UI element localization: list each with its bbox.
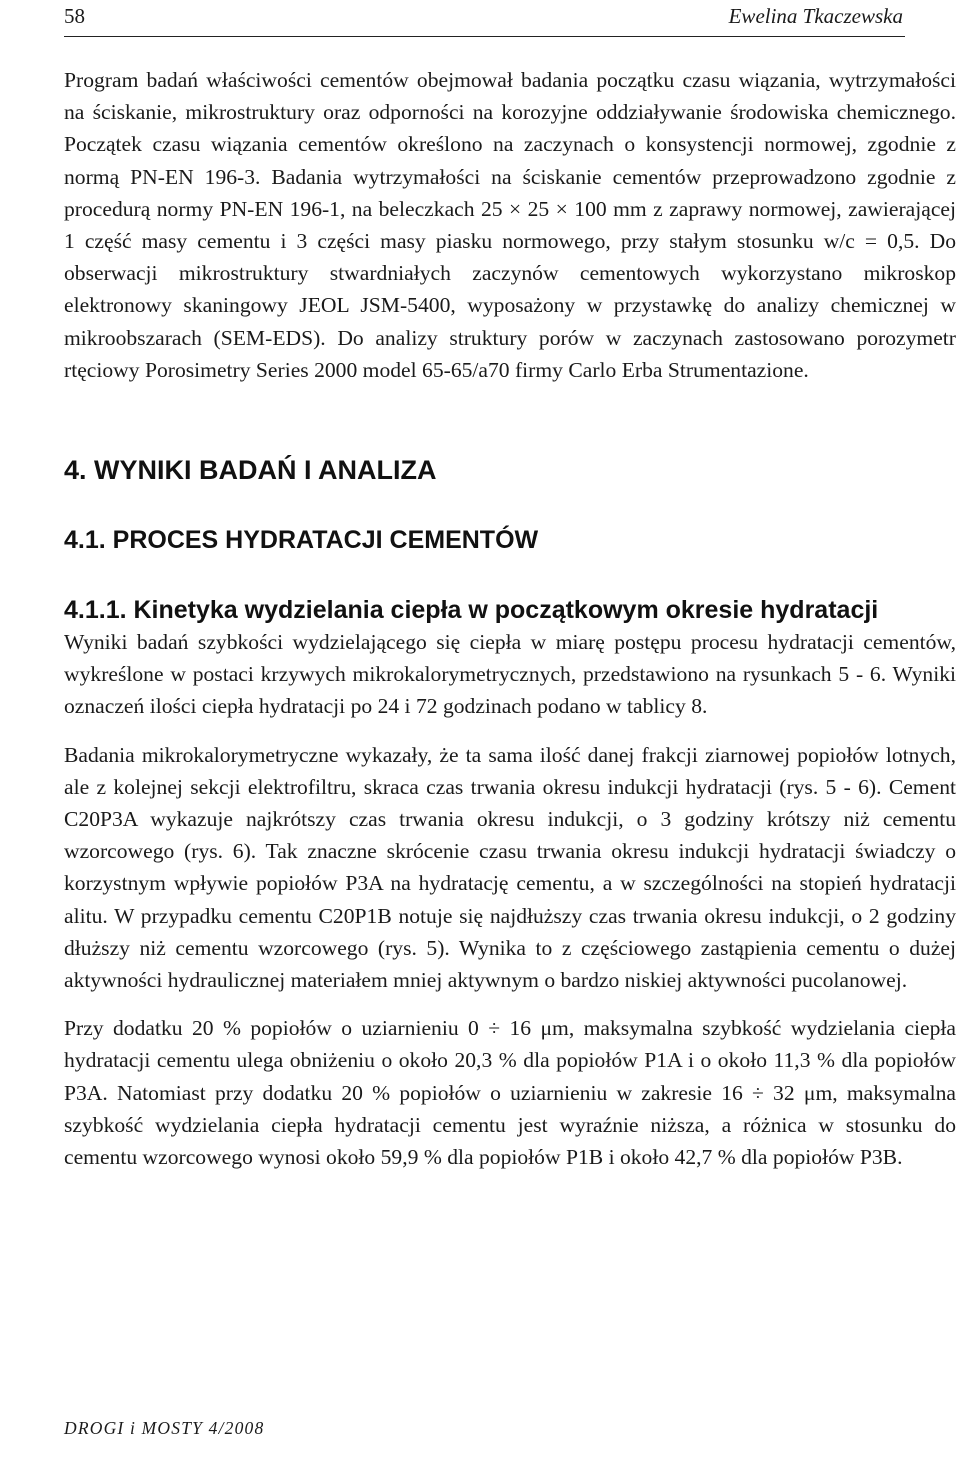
section-heading: 4. WYNIKI BADAŃ I ANALIZA: [64, 455, 437, 486]
page-number: 58: [64, 4, 85, 28]
subsubsection-heading: 4.1.1. Kinetyka wydzielania ciepła w początkowym okresie hydratacji: [64, 596, 879, 625]
journal-footer: DROGI i MOSTY 4/2008: [64, 1418, 265, 1438]
paragraph-heat-rate: Przy dodatku 20 % popiołów o uziarnieniu 0 ÷ 16 μm, maksymalna szybkość wydzielania ciepła hydratacji cementu ulega obniżeniu o około 20,3 % dla popiołów P1A i o około 11,3 % dla popiołów P3A. Natomiast przy dodatku 20 % popiołów o uziarnieniu w zakresie 16 ÷ 32 μm, maksymalna szybkość wydzielania ciepła hydratacji cementu jest wyraźnie niższa, a różnica w stosunku do cementu wzorcowego wynosi około 59,9 % dla popiołów P1B i około 42,7 % dla popiołów P3B.: [64, 1016, 956, 1170]
running-author: Ewelina Tkaczewska: [728, 4, 903, 28]
page-body: [64, 64, 956, 1173]
running-header: [64, 4, 905, 37]
paragraph-methods: Program badań właściwości cementów obejmował badania początku czasu wiązania, wytrzymałości na ściskanie, mikrostruktury oraz odporności na korozyjne oddziaływanie środowiska chemicznego. Początek czasu wiązania cementów określono na zaczynach o konsystencji normowej, zgodnie z normą PN-EN 196-3. Badania wytrzymałości na ściskanie cementów przeprowadzono zgodnie z procedurą normy PN-EN 196-1, na beleczkach 25 × 25 × 100 mm z zaprawy normowej, zawierającej 1 część masy cementu i 3 części masy piasku normowego, przy stałym stosunku w/c = 0,5. Do obserwacji mikrostruktury stwardniałych zaczynów cementowych wykorzystano mikroskop elektronowy skaningowy JEOL JSM-5400, wyposażony w przystawkę do analizy chemicznej w mikroobszarach (SEM-EDS). Do analizy struktury porów w zaczynach zastosowano porozymetr rtęciowy Porosimetry Series 2000 model 65-65/a70 firmy Carlo Erba Strumentazione.: [64, 68, 956, 382]
paragraph-calorimetry: Badania mikrokalorymetryczne wykazały, że ta sama ilość danej frakcji ziarnowej popiołów lotnych, ale z kolejnej sekcji elektrofiltru, skraca czas trwania okresu indukcji hydratacji (rys. 5 - 6). Cement C20P3A wykazuje najkrótszy czas trwania okresu indukcji, o 3 godziny krótszy niż cementu wzorcowego (rys. 6). Tak znaczne skrócenie czasu trwania okresu indukcji hydratacji świadczy o korzystnym wpływie popiołów P3A na hydratację cementu, a w szczególności na stopień hydratacji alitu. W przypadku cementu C20P1B notuje się najdłuższy czas trwania okresu indukcji, o 2 godziny dłuższy niż cementu wzorcowego (rys. 5). Wynika to z częściowego zastąpienia cementu o dużej aktywności hydraulicznej materiałem mniej aktywnym o bardzo niskiej aktywności pucolanowej.: [64, 742, 956, 993]
subsection-heading: 4.1. PROCES HYDRATACJI CEMENTÓW: [64, 526, 539, 555]
paragraph-results-intro: Wyniki badań szybkości wydzielającego się ciepła w miarę postępu procesu hydratacji cementów, wykreślone w postaci krzywych mikrokalorymetrycznych, przedstawiono na rysunkach 5 - 6. Wyniki oznaczeń ilości ciepła hydratacji po 24 i 72 godzinach podano w tablicy 8.: [64, 630, 956, 719]
